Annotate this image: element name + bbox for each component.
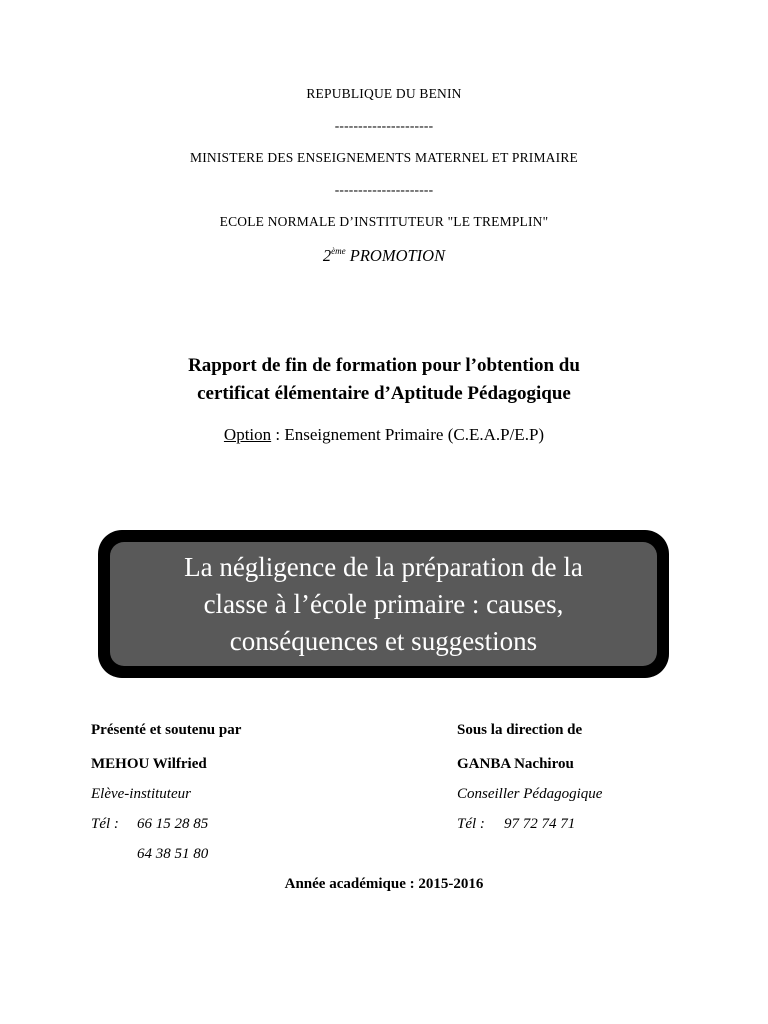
theme-box-inner — [110, 542, 657, 666]
theme-line: classe à l’école primaire : causes, — [203, 588, 564, 619]
presenter-tel-label: Tél : — [91, 816, 119, 832]
separator: --------------------- — [334, 182, 434, 197]
director-heading: Sous la direction de — [457, 722, 583, 738]
academic-year: Année académique : 2015-2016 — [284, 876, 484, 892]
presenter-name: MEHOU Wilfried — [91, 756, 207, 772]
option-line — [0, 425, 768, 445]
promotion-suffix: ème — [331, 245, 346, 256]
presenter-heading: Présenté et soutenu par — [91, 722, 242, 738]
presenter-tel-1: 66 15 28 85 — [137, 816, 209, 832]
school-heading: ECOLE NORMALE D’INSTITUTEUR "LE TREMPLIN" — [219, 214, 549, 229]
director-tel-1: 97 72 74 71 — [504, 816, 576, 832]
theme-line: conséquences et suggestions — [229, 625, 538, 656]
theme-line: La négligence de la préparation de la — [184, 551, 583, 582]
report-title — [0, 352, 768, 408]
promotion-number: 2 — [322, 246, 332, 265]
option-label: Option — [223, 425, 272, 444]
report-title-line: certificat élémentaire d’Aptitude Pédagogique — [197, 383, 571, 404]
theme-box — [98, 530, 669, 678]
report-title-line: Rapport de fin de formation pour l’obtention du — [188, 355, 580, 376]
director-tel-label: Tél : — [457, 816, 485, 832]
option-value: : Enseignement Primaire (C.E.A.P/E.P) — [271, 425, 545, 444]
theme-title — [184, 549, 583, 660]
ministry-heading: MINISTERE DES ENSEIGNEMENTS MATERNEL ET PRIMAIRE — [190, 150, 578, 165]
separator: --------------------- — [334, 118, 434, 133]
director-role: Conseiller Pédagogique — [457, 786, 603, 802]
country-heading: REPUBLIQUE DU BENIN — [306, 86, 462, 101]
presenter-tel-2: 64 38 51 80 — [137, 846, 209, 862]
promotion-label: PROMOTION — [349, 246, 446, 265]
promotion-line — [0, 246, 768, 266]
presenter-role: Elève-instituteur — [91, 786, 191, 802]
director-name: GANBA Nachirou — [457, 756, 574, 772]
